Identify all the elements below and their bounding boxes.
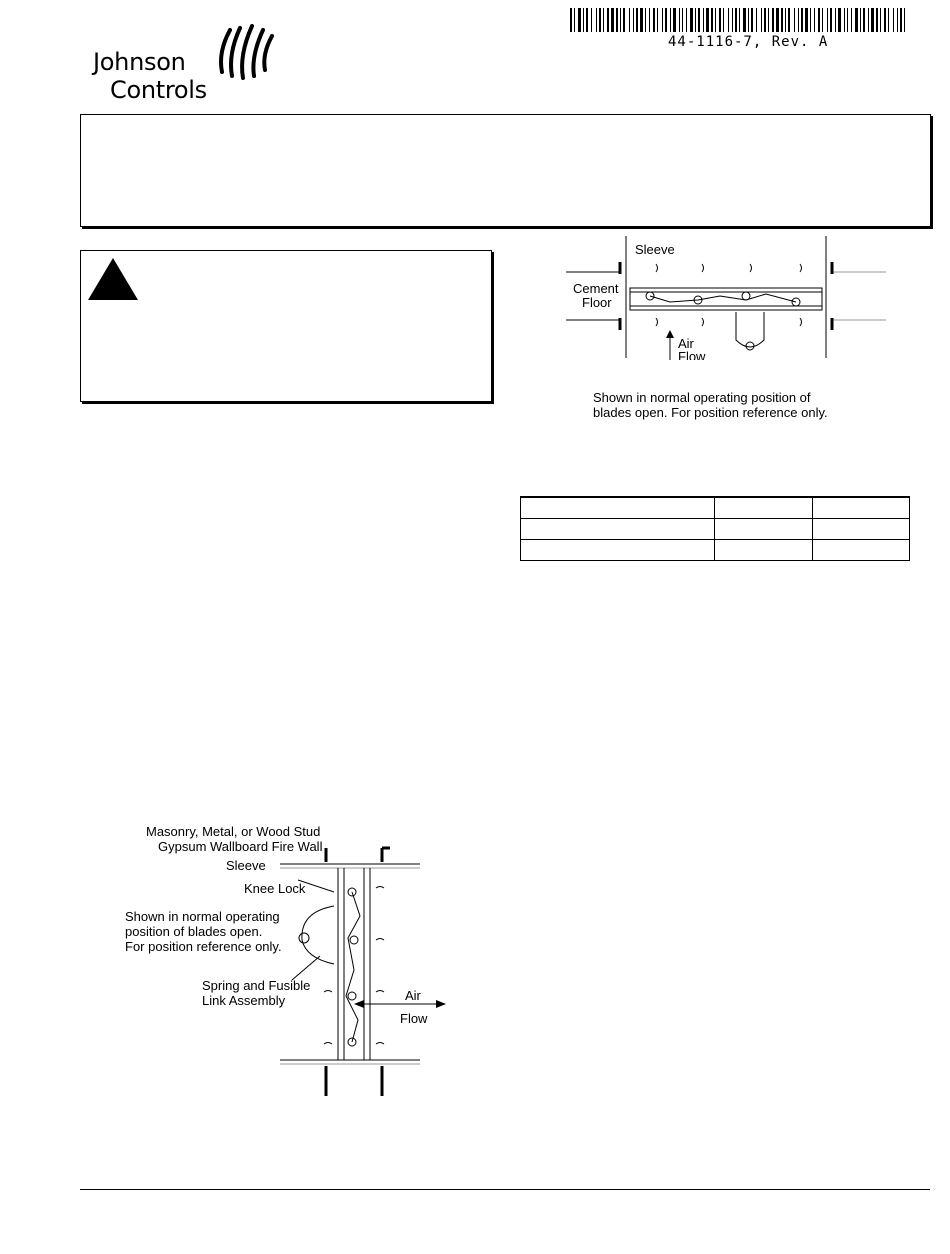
- floor-label-air: Air: [678, 336, 694, 351]
- table-cell: [812, 519, 910, 540]
- wall-label-wall-line2: Gypsum Wallboard Fire Wall: [158, 839, 323, 854]
- wall-label-air: Air: [405, 988, 421, 1003]
- barcode: [570, 8, 910, 34]
- wall-label-wall-line1: Masonry, Metal, or Wood Stud: [146, 824, 321, 839]
- table-cell: [812, 497, 910, 519]
- brand-name-line2: Controls: [110, 76, 207, 104]
- wall-installation-diagram: [120, 820, 480, 1100]
- floor-installation-diagram: [560, 230, 890, 360]
- footer-divider: [80, 1189, 930, 1190]
- brand-name-line1: Johnson: [93, 48, 186, 76]
- wall-note-line1: Shown in normal operating: [125, 909, 280, 924]
- table-cell: [812, 540, 910, 561]
- table-cell: [521, 497, 715, 519]
- wall-label-flow: Flow: [400, 1011, 428, 1026]
- document-number: 44-1116-7, Rev. A: [668, 34, 829, 50]
- title-box: [80, 114, 931, 227]
- globe-stripes-icon: [212, 22, 280, 82]
- table-cell: [521, 519, 715, 540]
- floor-label-flow: Flow: [678, 349, 706, 360]
- table-row: [521, 497, 910, 519]
- floor-label-cement: Cement: [573, 281, 619, 296]
- warning-triangle-icon: [87, 257, 139, 301]
- floor-diagram-caption-line1: Shown in normal operating position of: [593, 390, 811, 405]
- table-row: [521, 540, 910, 561]
- wall-label-knee-lock: Knee Lock: [244, 881, 306, 896]
- floor-label-floor: Floor: [582, 295, 612, 310]
- wall-note-line3: For position reference only.: [125, 939, 282, 954]
- table-cell: [521, 540, 715, 561]
- wall-label-spring-line2: Link Assembly: [202, 993, 286, 1008]
- wall-label-spring-line1: Spring and Fusible: [202, 978, 311, 993]
- wall-label-sleeve: Sleeve: [226, 858, 266, 873]
- floor-diagram-caption-line2: blades open. For position reference only.: [593, 405, 828, 420]
- floor-label-sleeve: Sleeve: [635, 242, 675, 257]
- company-logo: [88, 22, 288, 104]
- table-row: [521, 519, 910, 540]
- table-cell: [715, 540, 813, 561]
- wall-note-line2: position of blades open.: [125, 924, 263, 939]
- table-cell: [715, 497, 813, 519]
- specification-table: [520, 496, 910, 561]
- table-cell: [715, 519, 813, 540]
- warning-box: [80, 250, 492, 402]
